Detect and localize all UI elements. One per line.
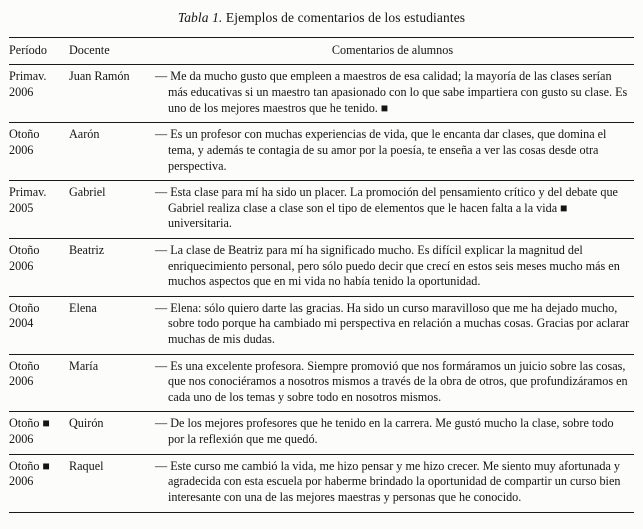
- cell-docente: María: [69, 354, 155, 412]
- cell-comentario: — La clase de Beatriz para mí ha significado mucho. Es difícil explicar la magnitud del enriquecimiento personal, pero sólo puedo decir que crecí en estos seis meses mucho más en muchos aspectos que en mi vida no había tenido la oportunidad.: [155, 238, 634, 296]
- header-periodo: Período: [9, 37, 69, 65]
- cell-comentario: — Esta clase para mí ha sido un placer. La promoción del pensamiento crítico y del debate que Gabriel realiza clase a clase son el tipo de elementos que le hacen falta a la vida ■ universitaria.: [155, 181, 634, 239]
- cell-comentario: — De los mejores profesores que he tenido en la carrera. Me gustó mucho la clase, sobre todo por la reflexión que me quedó.: [155, 412, 634, 454]
- cell-docente: Aarón: [69, 123, 155, 181]
- table-row: [9, 123, 634, 181]
- cell-comentario: — Es un profesor con muchas experiencias de vida, que le encanta dar clases, que domina el tema, y además te contagia de su amor por la poesía, te enseña a ver las cosas desde otra perspectiva.: [155, 123, 634, 181]
- cell-periodo: Primav. 2006: [9, 65, 69, 123]
- table-caption-number: Tabla 1.: [177, 10, 223, 25]
- cell-docente: Gabriel: [69, 181, 155, 239]
- cell-periodo: Otoño 2004: [9, 296, 69, 354]
- cell-docente: Elena: [69, 296, 155, 354]
- cell-periodo: Primav. 2005: [9, 181, 69, 239]
- header-docente: Docente: [69, 37, 155, 65]
- cell-periodo: Otoño 2006: [9, 354, 69, 412]
- header-comentarios: Comentarios de alumnos: [155, 37, 634, 65]
- table-row: [9, 412, 634, 454]
- cell-comentario: — Este curso me cambió la vida, me hizo pensar y me hizo crecer. Me siento muy afortunada y agradecida con esta escuela por haberme brindado la oportunidad de compartir un curso bien interesante con una de las mejores maestras y personas que he conocido.: [155, 454, 634, 512]
- cell-periodo: Otoño 2006: [9, 238, 69, 296]
- cell-docente: Beatriz: [69, 238, 155, 296]
- table-row: [9, 238, 634, 296]
- cell-comentario: — Es una excelente profesora. Siempre promovió que nos formáramos un juicio sobre las cosas, que nos conociéramos a nosotros mismos a través de la obra de otros, que profundizáramos en cada uno de los temas y sobre todo en nosotros mismos.: [155, 354, 634, 412]
- cell-periodo: Otoño ■ 2006: [9, 454, 69, 512]
- table-caption: [9, 10, 634, 27]
- table-row: [9, 65, 634, 123]
- table-caption-title: Ejemplos de comentarios de los estudiantes: [222, 10, 466, 25]
- cell-periodo: Otoño ■ 2006: [9, 412, 69, 454]
- cell-docente: Raquel: [69, 454, 155, 512]
- cell-comentario: — Me da mucho gusto que empleen a maestros de esa calidad; la mayoría de las clases serían más educativas si un maestro tan apasionado con lo que sabe impartiera con gusto su clase. Es uno de los mejores maestros que he tenido. ■: [155, 65, 634, 123]
- student-comments-table: [9, 37, 634, 513]
- cell-comentario: — Elena: sólo quiero darte las gracias. Ha sido un curso maravilloso que me ha dejado mucho, sobre todo porque ha cambiado mi perspectiva en relación a muchas cosas. Gracias por aclarar muchas de mis dudas.: [155, 296, 634, 354]
- table-row: [9, 296, 634, 354]
- table-row: [9, 454, 634, 512]
- cell-docente: Quirón: [69, 412, 155, 454]
- cell-periodo: Otoño 2006: [9, 123, 69, 181]
- table-row: [9, 181, 634, 239]
- table-row: [9, 354, 634, 412]
- cell-docente: Juan Ramón: [69, 65, 155, 123]
- header-row: [9, 37, 634, 65]
